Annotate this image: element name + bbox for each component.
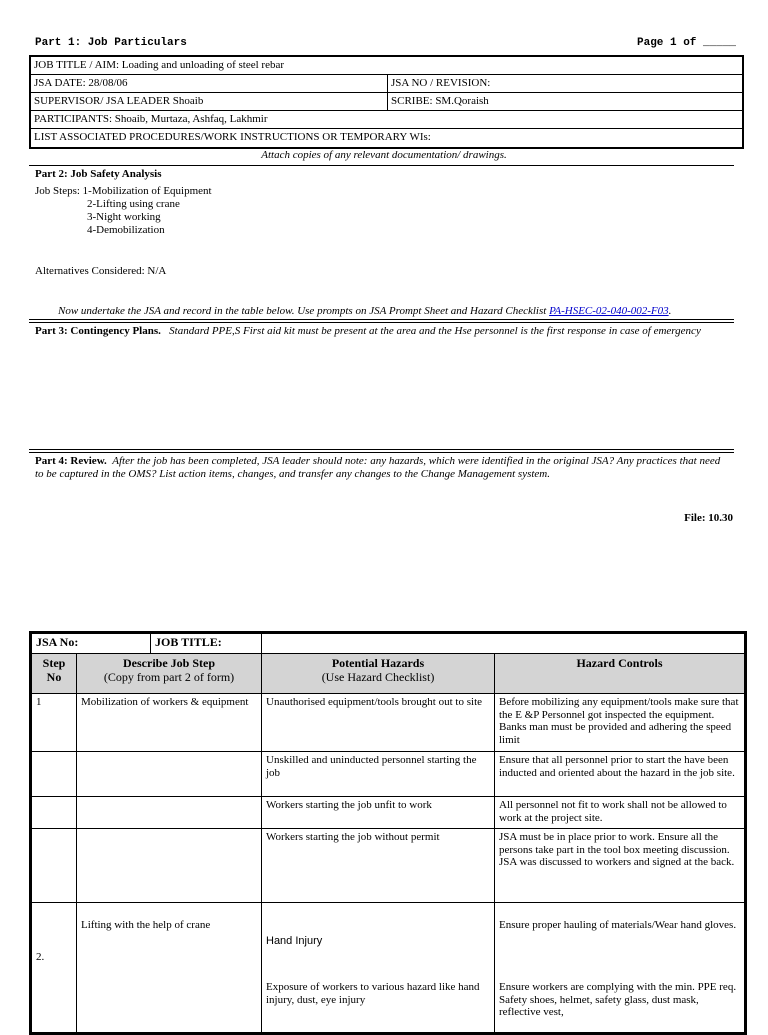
part3-text: Standard PPE,S First aid kit must be present at the area and the Hse personnel is the first response in case of emergency [169, 325, 701, 337]
supervisor-field: SUPERVISOR/ JSA LEADER Shoaib [34, 95, 204, 107]
header-controls: Hazard Controls [495, 654, 745, 694]
jsa-date-field: JSA DATE: 28/08/06 [34, 77, 128, 89]
table-job-title-label: JOB TITLE: [155, 635, 222, 649]
supervisor-row [31, 93, 742, 111]
file-label: File: 10.30 [684, 512, 733, 524]
participants-row [31, 111, 742, 129]
table-row: 1 Mobilization of workers & equipment Unauthorised equipment/tools brought out to site Before mobilizing any equipment/tools make sure that the E &P Personnel got inspected the equipment. Banks man must be provided and adhering the speed limit [32, 694, 745, 752]
header-describe: Describe Job Step (Copy from part 2 of form) [77, 654, 262, 694]
hazard-checklist-link[interactable]: PA-HSEC-02-040-002-F03 [549, 305, 669, 317]
job-step-2: 2-Lifting using crane [87, 198, 180, 210]
header-hazards: Potential Hazards (Use Hazard Checklist) [262, 654, 495, 694]
job-particulars-box [29, 55, 744, 149]
jsa-instruction: Now undertake the JSA and record in the table below. Use prompts on JSA Prompt Sheet and Hazard Checklist PA-HSEC-02-040-002-F03. [58, 305, 672, 317]
table-row: 2. Lifting with the help of crane Hand Injury Exposure of workers to various hazard like hand injury, dust, eye injury Ensure proper hauling of materials/Wear hand gloves. Ensure workers are complying with the min. PPE req. Safety shoes, helmet, safety glass, dust mask, reflective vest, [32, 903, 745, 1033]
alternatives: Alternatives Considered: N/A [35, 265, 167, 277]
header-step-no: Step No [32, 654, 77, 694]
part1-title: Part 1: Job Particulars [35, 37, 187, 49]
scribe-field: SCRIBE: SM.Qoraish [387, 93, 742, 110]
jsa-no-label: JSA No: [32, 634, 151, 653]
participants-field: PARTICIPANTS: Shoaib, Murtaza, Ashfaq, Lakhmir [34, 113, 268, 125]
table-header-row [32, 654, 745, 694]
job-steps-label: Job Steps: 1-Mobilization of Equipment [35, 185, 212, 197]
job-title-field: JOB TITLE / AIM: Loading and unloading of steel rebar [34, 59, 284, 71]
table-row: Workers starting the job unfit to work All personnel not fit to work shall not be allowed to work at the project site. [32, 797, 745, 829]
attach-note: Attach copies of any relevant documentation/ drawings. [261, 149, 507, 161]
jsa-no-field: JSA NO / REVISION: [387, 75, 742, 92]
jsa-table [29, 631, 747, 1035]
table-title-row [32, 634, 745, 654]
table-row: Workers starting the job without permit JSA must be in place prior to work. Ensure all the persons take part in the tool box meeting discussion. JSA was discussed to workers and signed at the back. [32, 829, 745, 903]
part4-title: Part 4: Review. [35, 455, 107, 467]
part4-section [35, 455, 725, 481]
page-label: Page 1 of _____ [637, 37, 737, 49]
procedures-row [31, 129, 742, 147]
double-divider [29, 449, 734, 453]
job-title-row [31, 57, 742, 75]
part3-title: Part 3: Contingency Plans. [35, 325, 161, 337]
table-row: Unskilled and uninducted personnel starting the job Ensure that all personnel prior to start the have been inducted and oriented about the hazard in the job site. [32, 752, 745, 797]
job-step-4: 4-Demobilization [87, 224, 165, 236]
date-row [31, 75, 742, 93]
procedures-field: LIST ASSOCIATED PROCEDURES/WORK INSTRUCTIONS OR TEMPORARY WIs: [34, 131, 431, 143]
part2-title: Part 2: Job Safety Analysis [35, 168, 162, 180]
part3-section [35, 325, 725, 338]
job-step-3: 3-Night working [87, 211, 161, 223]
divider [29, 165, 734, 166]
part4-text: After the job has been completed, JSA leader should note: any hazards, which were identified in the original JSA? Any practices that need to be captured in the OMS? List action items, changes, and transfer any changes to the Change Management system. [35, 455, 721, 480]
double-divider [29, 319, 734, 323]
